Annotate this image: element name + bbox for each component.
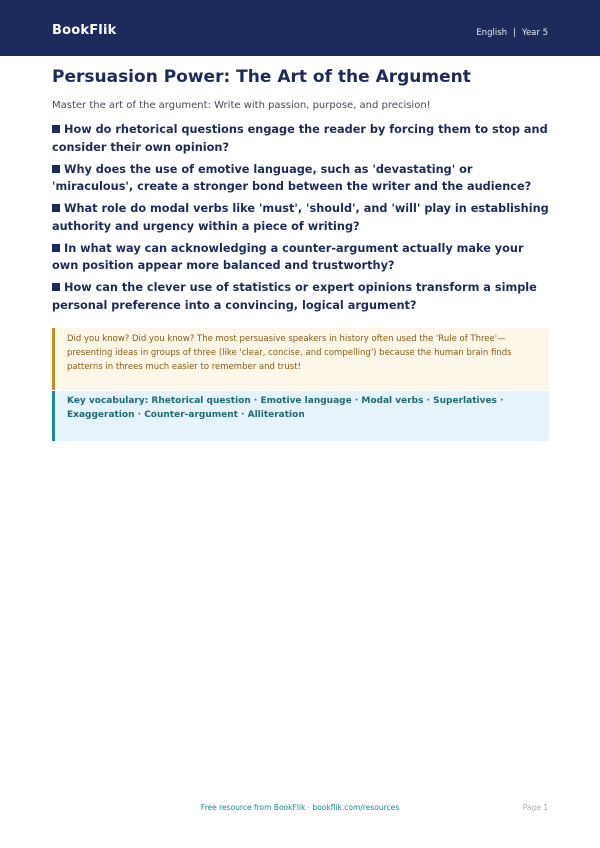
square-bullet-icon <box>52 204 60 212</box>
question-item <box>52 161 552 196</box>
did-you-know-box: Did you know? Did you know? The most persuasive speakers in history often used the 'Rule of Three'—presenting ideas in groups of three (like 'clear, concise, and compelling') because the human brain finds patterns in threes much easier to remember and trust! <box>52 328 549 390</box>
square-bullet-icon <box>52 165 60 173</box>
question-text: How do rhetorical questions engage the reader by forcing them to stop and consider their own opinion? <box>52 123 548 154</box>
year-label: Year 5 <box>521 28 548 38</box>
square-bullet-icon <box>52 283 60 291</box>
footer-resource-link[interactable]: Free resource from BookFlik · bookflik.com/resources <box>200 803 400 812</box>
square-bullet-icon <box>52 244 60 252</box>
header-meta <box>476 26 548 40</box>
page-number: Page 1 <box>522 803 548 812</box>
page-subtitle: Master the art of the argument: Write with passion, purpose, and precision! <box>52 100 431 111</box>
page-header <box>0 0 600 56</box>
square-bullet-icon <box>52 125 60 133</box>
meta-separator: | <box>513 28 516 38</box>
question-text: In what way can acknowledging a counter-argument actually make your own position appear more balanced and trustworthy? <box>52 241 524 273</box>
question-text: Why does the use of emotive language, such as 'devastating' or 'miraculous', create a stronger bond between the writer and the audience? <box>52 162 532 194</box>
page-title: Persuasion Power: The Art of the Argument <box>52 67 471 87</box>
brand-logo[interactable]: BookFlik <box>52 23 117 38</box>
question-text: How can the clever use of statistics or expert opinions transform a simple personal preference into a convincing, logical argument? <box>52 281 537 312</box>
question-text: What role do modal verbs like 'must', 'should', and 'will' play in establishing authority and urgency within a piece of writing? <box>52 202 549 233</box>
question-list <box>52 121 552 319</box>
question-item <box>52 121 552 156</box>
question-item <box>52 200 552 235</box>
question-item <box>52 279 552 314</box>
question-item <box>52 240 552 275</box>
key-vocabulary-box: Key vocabulary: Rhetorical question · Emotive language · Modal verbs · Superlatives · Exaggeration · Counter-argument · Alliteration <box>52 391 549 441</box>
subject-label: English <box>476 28 508 38</box>
